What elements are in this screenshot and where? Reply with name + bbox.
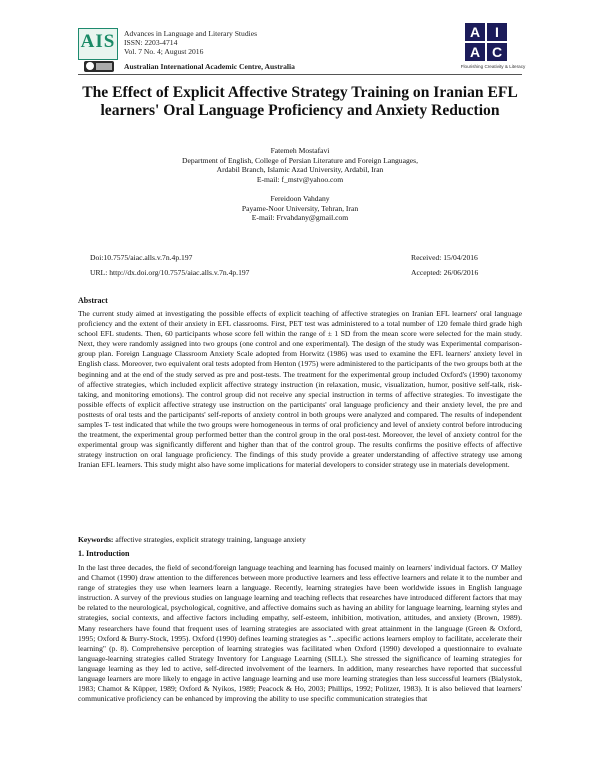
creative-commons-badge-icon (84, 61, 114, 72)
introduction-text: In the last three decades, the field of second/foreign language teaching and learning has focused mainly on learners' individual factors. O' Malley and Chamot (1990) draw attention to the differences between more productive learners and less effective learners and relate it to the number and range of strategies they use when learners learn a language. Recently, learning strategies have been worldwide issues in English language instruction. A survey of the previous studies on language learning and teaching reflects that researches have introduced different factors that may be related to the neurological, psychological, cognitive, and affective domains such as having an ability for language learning, learning styles and strategies, social contexts, and affective factors including empathy, self-esteem, inhibition, motivation, attitudes, and anxiety (Brown, 1989). Many researchers have found that frequent uses of learning strategies are associated with great attainment in the language (Green & Oxford, 1995; Oxford & Burry-Stock, 1995). Oxford (1990) defines learning strategies as "...specific actions learners employ to facilitate, accelerate their learning" (p. 8). Comprehensive perception of learning strategies was facilitated when Oxford (1990) developed a questionnaire to evaluate language-learning strategies called Strategy Inventory for Language Learning (SILL). She stressed the significance of learning strategies for language learning as they led to active, self-directed involvement of the learners. In addition, many researches have reported that successful language learners are more likely to engage in active language learning and use more learning strategies than less successful learners (Bialystok, 1983; Chamot & Küpper, 1989; Oxford & Nyikos, 1989; Peacock & Ho, 2003; Phillips, 1992; Politzer, 1983). It is also believed that learners' communicative proficiency can be enhanced by improving the ability to use specific communication strategies that (78, 563, 522, 704)
author-affiliation: Department of English, College of Persian Literature and Foreign Languages, (182, 155, 418, 165)
aiac-logo (463, 22, 509, 62)
keywords-text: affective strategies, explicit strategy training, language anxiety (115, 535, 306, 544)
header-divider (78, 74, 522, 75)
journal-volume: Vol. 7 No. 4; August 2016 (124, 47, 204, 57)
aiac-letter: A (465, 43, 485, 61)
aiac-tagline: Flourishing Creativity & Literacy (460, 64, 526, 69)
journal-info (124, 29, 257, 57)
accepted-date: Accepted: 26/06/2016 (411, 268, 479, 277)
keywords-label: Keywords: (78, 535, 114, 544)
article-url[interactable]: URL: http://dx.doi.org/10.7575/aiac.alls.v.7n.4p.197 (90, 268, 250, 277)
author-name: Fereidoon Vahdany (270, 194, 330, 203)
author-email[interactable]: E-mail: Frvahdany@gmail.com (251, 213, 349, 222)
received-date: Received: 15/04/2016 (411, 253, 478, 262)
author-affiliation: Ardabil Branch, Islamic Azad University, Ardabil, Iran (216, 165, 384, 174)
paper-title: The Effect of Explicit Affective Strategy Training on Iranian EFL learners' Oral Language Proficiency and Anxiety Reduction (82, 84, 518, 119)
publisher-name: Australian International Academic Centre, Australia (124, 62, 295, 71)
abstract-heading: Abstract (78, 296, 108, 305)
keywords (78, 535, 306, 544)
journal-logo: AIS (78, 28, 118, 60)
author-affiliation: Payame-Noor University, Tehran, Iran (241, 203, 359, 213)
doi: Doi:10.7575/aiac.alls.v.7n.4p.197 (90, 253, 193, 262)
introduction-heading: 1. Introduction (78, 549, 130, 558)
aiac-letter: C (487, 43, 507, 61)
journal-name: Advances in Language and Literary Studies (124, 29, 258, 38)
aiac-letter: A (465, 23, 485, 41)
author-block (78, 146, 522, 223)
aiac-letter: I (487, 23, 507, 41)
author-email[interactable]: E-mail: f_mstv@yahoo.com (256, 174, 344, 184)
journal-issn: ISSN: 2203-4714 (124, 38, 178, 48)
abstract-text: The current study aimed at investigating the possible effects of explicit teaching of affective strategies on Iranian EFL learners' oral language proficiency and the extent of their anxiety in EFL classrooms. First, PET test was administered to a total number of 120 female third grade high school EFL students. Then, 60 participants whose score fell within the range of ± 1 SD from the mean score were selected for the main study. Next, they were randomly assigned into two groups (one control and one experimental). The design of the study was Experimental comparison-group plan. Foreign Language Classroom Anxiety Scale adopted from Horwitz (1986) was used to examine the EFL learners' anxiety level in English class. Moreover, two equivalent oral tests adopted from Henton (1975) were administered to the participants of the two groups both at the beginning and at the end of the study served as pre and post-tests. The treatment for the experimental group included Oxford's (1990) taxonomy of affective strategies, which included explicit affective strategy instruction (in relaxation, music, visualization, humor, positive self-talk, risk-taking, and monitoring emotions). The control group did not receive any special instruction in terms of affective strategies. To investigate the possible effects of explicit affective strategy use instruction on the participants' oral language proficiency and their anxiety level, the pre and posttests of oral tests and the participants' self-reports of anxiety control in both groups were analyzed and compared. The results of independent samples T- test indicated that while the two groups were homogeneous in terms of oral proficiency and level of anxiety control before introducing the treatment, the experimental group performed better than the control group in the oral post-test. Moreover, the level of anxiety control for the experimental group was significantly different and higher than that of the control group. The results confirms the positive effects of affective strategy instruction on oral language proficiency. The findings of this study provide a greater understanding of affective strategy use among Iranian EFL learners. This study might also have some implications for material developers to consider strategy use in materials development. (78, 309, 522, 470)
author-name: Fatemeh Mostafavi (270, 146, 330, 155)
